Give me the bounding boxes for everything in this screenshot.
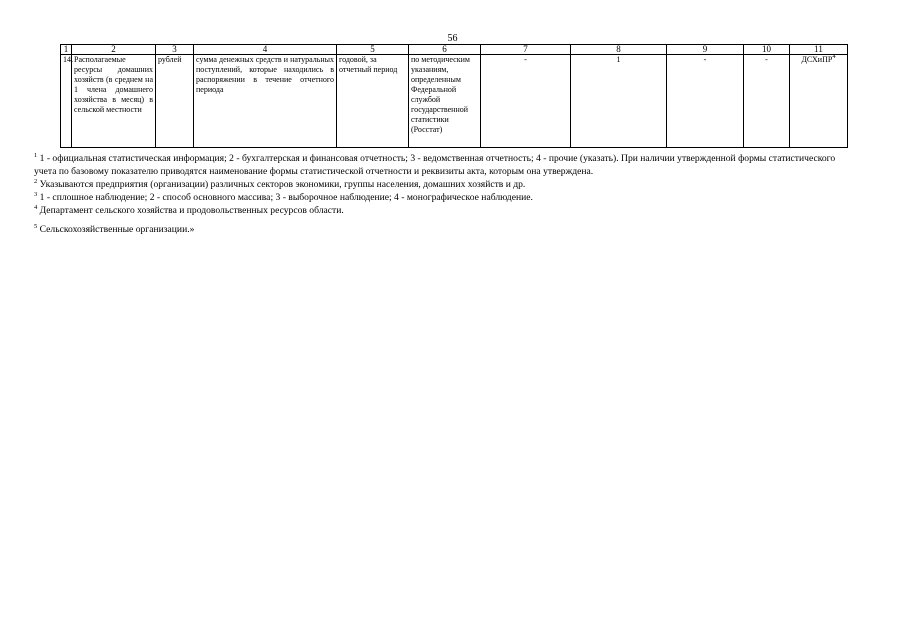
header-cell: 11 <box>790 45 848 55</box>
footnote-1 <box>34 152 854 178</box>
footnote-text: Указываются предприятия (организации) различных секторов экономики, группы населения, домашних хозяйств и др. <box>37 179 526 190</box>
responsible-cell <box>790 55 848 148</box>
footnote-text: 1 - сплошное наблюдение; 2 - способ основного массива; 3 - выборочное наблюдение; 4 - монографическое наблюдение. <box>37 192 533 203</box>
table-row <box>61 55 848 148</box>
footnote-2 <box>34 178 854 191</box>
header-cell: 2 <box>72 45 156 55</box>
col10-cell: - <box>744 55 790 148</box>
footnote-text: 1 - официальная статистическая информация; 2 - бухгалтерская и финансовая отчетность; 3 - ведомственная отчетность; 4 - прочие (указать). При наличии утвержденной формы статистического учета по базовому показателю приводятся наименование формы статистической отчетности и реквизиты акта, которым она утверждена. <box>34 153 836 177</box>
footnote-5 <box>34 223 854 236</box>
header-cell: 3 <box>156 45 194 55</box>
footnote-mark: 3 <box>34 191 38 198</box>
page-number: 56 <box>447 33 458 44</box>
header-cell: 8 <box>571 45 667 55</box>
col7-cell: - <box>481 55 571 148</box>
col8-cell: 1 <box>571 55 667 148</box>
responsible-text: ДСХиПР <box>801 55 833 64</box>
footnote-text: Департамент сельского хозяйства и продовольственных ресурсов области. <box>37 205 344 216</box>
header-cell: 4 <box>194 45 337 55</box>
header-cell: 7 <box>481 45 571 55</box>
description-cell: сумма денежных средств и натуральных поступлений, которые находились в распоряжении в течение отчетного периода <box>194 55 337 148</box>
footnote-3 <box>34 191 854 204</box>
indicator-table <box>60 44 848 148</box>
header-cell: 6 <box>409 45 481 55</box>
footnote-mark: 1 <box>34 152 38 159</box>
footnote-ref: 4 <box>832 53 836 60</box>
footnote-mark: 5 <box>34 223 38 230</box>
footnote-text: Сельскохозяйственные организации.» <box>37 224 195 235</box>
periodicity-cell: годовой, за отчетный период <box>337 55 409 148</box>
table-header-row <box>61 45 848 55</box>
footnote-4 <box>34 204 854 217</box>
methodology-cell: по методическим указаниям, определенным Федеральной службой государственной статистики (Росстат) <box>409 55 481 148</box>
row-number-cell: 14. <box>61 55 72 148</box>
header-cell: 1 <box>61 45 72 55</box>
indicator-name-cell: Располагаемые ресурсы домашних хозяйств (в среднем на 1 члена домашнего хозяйства в месяц) в сельской местности <box>72 55 156 148</box>
unit-cell: рублей <box>156 55 194 148</box>
col9-cell: - <box>667 55 744 148</box>
footnote-mark: 4 <box>34 204 38 211</box>
header-cell: 5 <box>337 45 409 55</box>
footnote-mark: 2 <box>34 178 38 185</box>
header-cell: 9 <box>667 45 744 55</box>
footnotes <box>34 152 854 236</box>
header-cell: 10 <box>744 45 790 55</box>
